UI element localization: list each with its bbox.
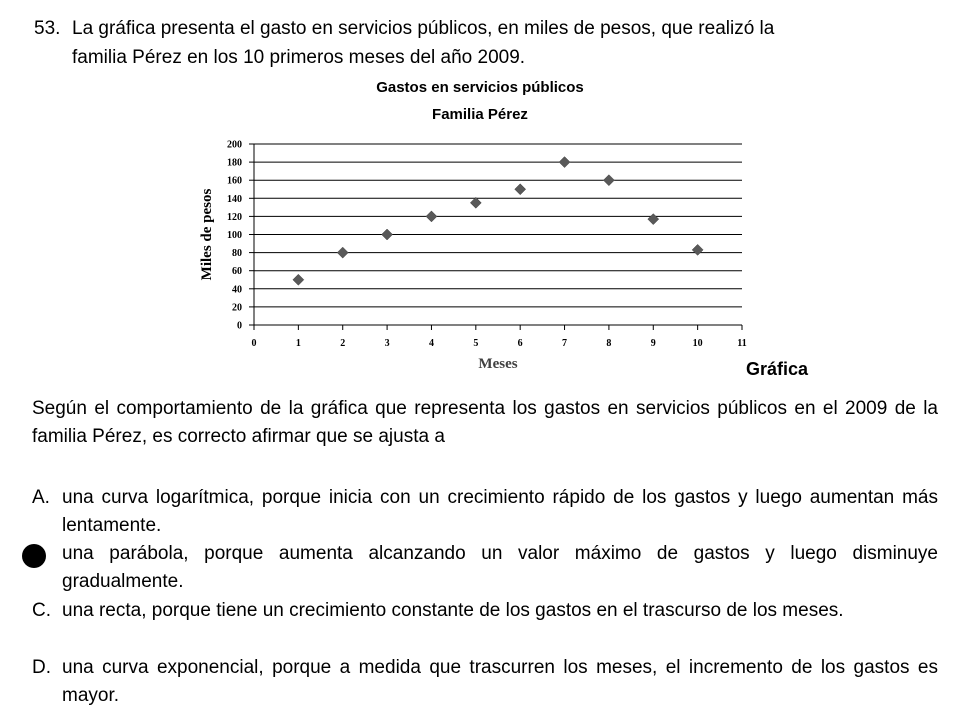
option-c-letter: C. bbox=[32, 600, 51, 621]
x-tick-label: 10 bbox=[692, 338, 703, 349]
x-tick-label: 9 bbox=[650, 338, 656, 349]
y-tick-label: 60 bbox=[232, 266, 242, 278]
y-tick-label: 20 bbox=[232, 302, 242, 314]
option-a-text: una curva logarítmica, porque inicia con un crecimiento rápido de los gastos y luego aumentan más lentamente. bbox=[62, 487, 938, 536]
selected-answer-marker[interactable] bbox=[22, 544, 46, 568]
x-tick-label: 6 bbox=[517, 338, 523, 349]
x-tick-label: 11 bbox=[737, 338, 747, 349]
question-header bbox=[34, 14, 928, 72]
data-point bbox=[293, 274, 304, 285]
x-tick-label: 4 bbox=[428, 338, 434, 349]
scatter-chart bbox=[180, 130, 760, 380]
y-tick-label: 100 bbox=[227, 230, 242, 241]
data-point bbox=[426, 211, 437, 222]
option-d-text: una curva exponencial, porque a medida que trascurren los meses, el incremento de los gastos es mayor. bbox=[62, 657, 938, 706]
x-tick-label: 8 bbox=[606, 338, 612, 349]
y-tick-label: 160 bbox=[227, 175, 242, 187]
question-stem: Según el comportamiento de la gráfica que representa los gastos en servicios públicos en el 2009 de la familia Pérez, es correcto afirmar que se ajusta a bbox=[32, 398, 938, 447]
data-point bbox=[603, 175, 614, 186]
data-point bbox=[692, 244, 703, 255]
x-axis-label: Meses bbox=[478, 356, 518, 372]
figure-label: Gráfica bbox=[746, 359, 809, 379]
y-tick-label: 180 bbox=[227, 157, 242, 169]
data-point bbox=[648, 214, 659, 225]
x-tick-label: 2 bbox=[340, 338, 346, 349]
option-d-letter: D. bbox=[32, 657, 51, 678]
question-text-line1: La gráfica presenta el gasto en servicios públicos, en miles de pesos, que realizó la bbox=[72, 18, 775, 39]
data-point bbox=[382, 229, 393, 240]
y-axis-label: Miles de pesos bbox=[199, 188, 215, 281]
x-tick-label: 7 bbox=[562, 338, 568, 349]
y-tick-label: 140 bbox=[227, 193, 242, 205]
x-tick-label: 3 bbox=[384, 338, 390, 349]
option-c-text: una recta, porque tiene un crecimiento constante de los gastos en el trascurso de los meses. bbox=[62, 600, 844, 621]
x-tick-label: 1 bbox=[295, 338, 301, 349]
data-point bbox=[337, 247, 348, 258]
question-number: 53. bbox=[34, 18, 61, 39]
y-tick-label: 0 bbox=[237, 320, 242, 332]
data-point bbox=[559, 157, 570, 168]
data-point bbox=[515, 184, 526, 195]
y-tick-label: 40 bbox=[232, 284, 242, 296]
chart-title: Gastos en servicios públicos bbox=[376, 79, 584, 96]
option-a[interactable] bbox=[32, 484, 938, 540]
option-a-letter: A. bbox=[32, 487, 50, 508]
option-b-text: una parábola, porque aumenta alcanzando un valor máximo de gastos y luego disminuye gradualmente. bbox=[62, 543, 938, 592]
x-tick-label: 5 bbox=[473, 338, 479, 349]
data-point bbox=[470, 197, 481, 208]
option-c[interactable] bbox=[32, 597, 938, 625]
option-b[interactable] bbox=[32, 540, 938, 596]
option-d[interactable] bbox=[32, 654, 938, 710]
x-tick-label: 0 bbox=[251, 338, 257, 349]
y-tick-label: 80 bbox=[232, 248, 242, 260]
question-text-line2: familia Pérez en los 10 primeros meses del año 2009. bbox=[72, 47, 526, 68]
y-tick-label: 120 bbox=[227, 211, 242, 223]
y-tick-label: 200 bbox=[227, 139, 242, 151]
chart-subtitle: Familia Pérez bbox=[432, 106, 528, 123]
